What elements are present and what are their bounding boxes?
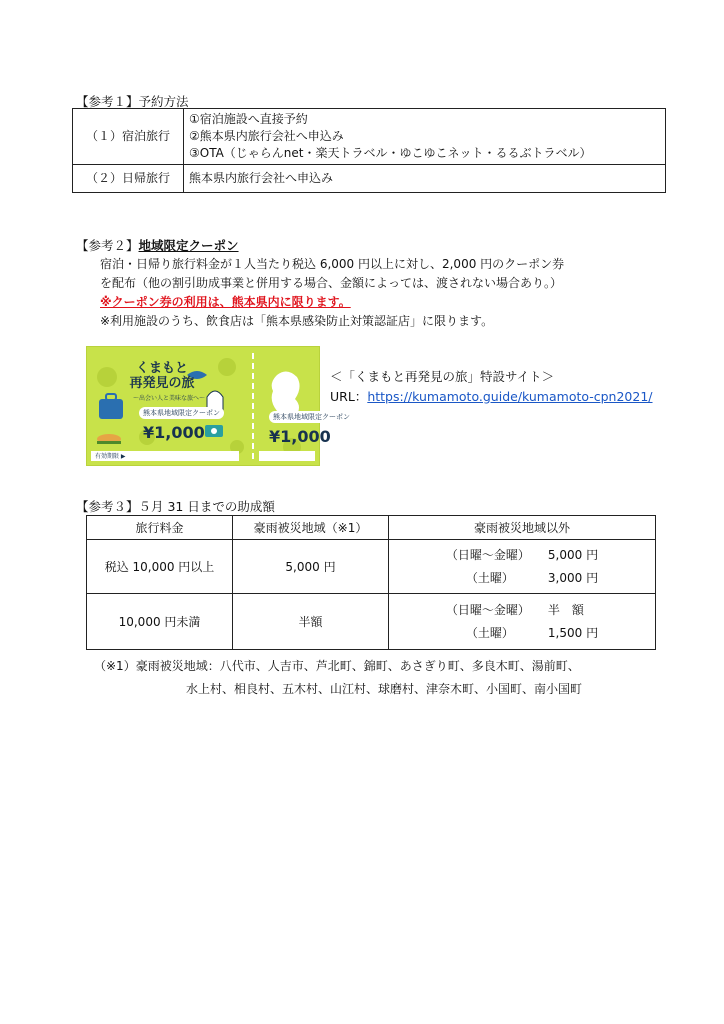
coupon-validity: 有効期限 ▶ (95, 453, 126, 460)
rate-line (446, 567, 598, 590)
option-item: ②熊本県内旅行会社へ申込み (189, 129, 344, 143)
coupon-badge: 熊本県地域限定クーポン (139, 407, 224, 419)
amount: 3,000 円 (547, 570, 599, 585)
column-header: 旅行料金 (87, 516, 233, 540)
amount: 5,000 円 (547, 547, 599, 562)
option-item: 熊本県内旅行会社へ申込み (184, 165, 666, 193)
coupon-desc-line2: を配布（他の割引助成事業と併用する場合、金額によっては、渡されない場合あり。） (100, 276, 563, 290)
row-label: （２）日帰旅行 (73, 165, 184, 193)
other-area-cell (389, 594, 656, 650)
coupon-amount: ¥1,000 (143, 423, 205, 442)
table-header-row (87, 516, 656, 540)
ref2-title-prefix: 【参考２】 (76, 238, 139, 253)
restaurant-notice: ※利用施設のうち、飲食店は「熊本県感染防止対策認証店」に限ります。 (100, 314, 494, 328)
day-range: （日曜～金曜） (445, 602, 530, 617)
table-row (87, 540, 656, 594)
table-row (73, 109, 666, 165)
amount: 半 額 (547, 602, 584, 617)
rate-line (446, 622, 598, 645)
ref2-title (76, 236, 239, 254)
column-header: 豪雨被災地域以外 (389, 516, 656, 540)
coupon-pattern-icon (87, 347, 319, 465)
disaster-area-cell: 半額 (233, 594, 389, 650)
day-range: （土曜） (465, 570, 514, 585)
url-prefix: URL： (330, 389, 368, 404)
day-range: （土曜） (465, 625, 514, 640)
coupon-stub-amount: ¥1,000 (269, 427, 331, 446)
coupon-perforation (252, 353, 254, 459)
column-header: 豪雨被災地域（※1） (233, 516, 389, 540)
coupon-desc-line1: 宿泊・日帰り旅行料金が１人当たり税込 6,000 円以上に対し、2,000 円のクーポン券 (100, 257, 565, 271)
table-row (73, 165, 666, 193)
coupon-stub-strip (259, 451, 315, 461)
disaster-area-cell: 5,000 円 (233, 540, 389, 594)
ref2-title-main: 地域限定クーポン (138, 238, 239, 253)
amount: 1,500 円 (547, 625, 599, 640)
coupon-restriction-notice: ※クーポン券の利用は、熊本県内に限ります。 (100, 295, 351, 309)
coupon-subtitle: ～出会い人と美味な旅へ～ (133, 395, 206, 402)
reservation-method-table (72, 108, 666, 193)
option-item: ①宿泊施設へ直接予約 (189, 112, 308, 126)
ref3-title: 【参考３】５月 31 日までの助成額 (76, 499, 275, 514)
table-row (87, 594, 656, 650)
disaster-area-note-line1: （※1）豪雨被災地域：八代市、人吉市、芦北町、錦町、あさぎり町、多良木町、湯前町、 (94, 659, 580, 673)
special-site-link[interactable]: https://kumamoto.guide/kumamoto-cpn2021/ (367, 389, 653, 404)
row-label: （１）宿泊旅行 (73, 109, 184, 165)
coupon-title-line: くまもと (135, 361, 188, 376)
row-options (184, 109, 666, 165)
option-item: ③OTA（じゃらんnet・楽天トラベル・ゆこゆこネット・るるぶトラベル） (189, 146, 592, 160)
rate-line (446, 599, 598, 622)
coupon-title-line: 再発見の旅 (129, 376, 195, 391)
coupon-title (127, 361, 197, 391)
rate-line (446, 544, 598, 567)
fee-cell: 税込 10,000 円以上 (87, 540, 233, 594)
site-url-line (330, 387, 653, 406)
subsidy-table (86, 515, 656, 650)
day-range: （日曜～金曜） (445, 547, 530, 562)
ref1-title: 【参考１】予約方法 (76, 94, 189, 109)
fee-cell: 10,000 円未満 (87, 594, 233, 650)
special-site-label: ＜「くまもと再発見の旅」特設サイト＞ (330, 369, 555, 384)
other-area-cell (389, 540, 656, 594)
disaster-area-note-line2: 水上村、相良村、五木村、山江村、球磨村、津奈木町、小国町、南小国町 (186, 682, 583, 696)
coupon-stub-badge: 熊本県地域限定クーポン (269, 411, 354, 423)
